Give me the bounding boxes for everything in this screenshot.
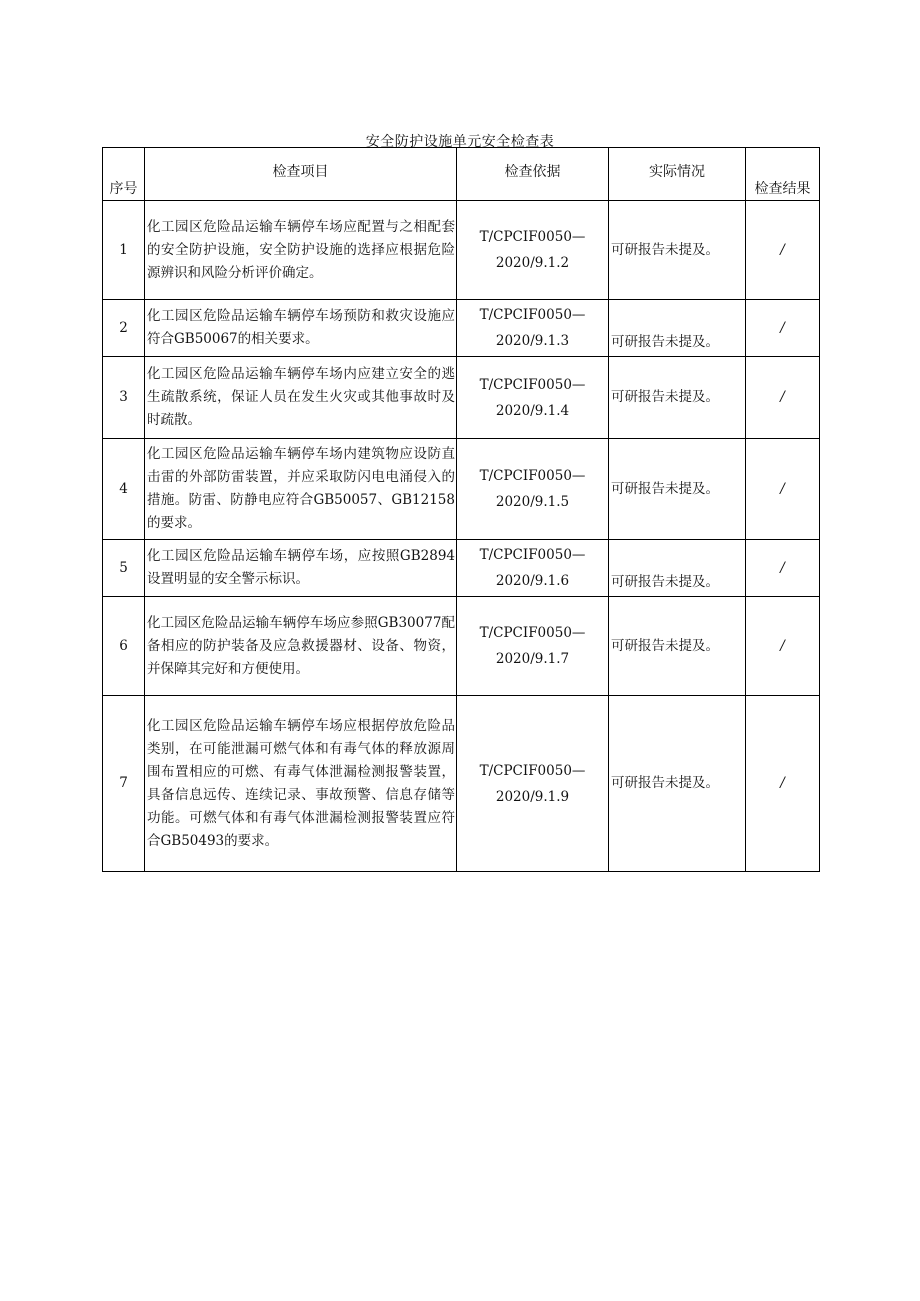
row-item: 化工园区危险品运输车辆停车场内建筑物应设防直击雷的外部防雷装置，并应采取防闪电电涌侵入的措施。防雷、防静电应符合GB50057、GB12158的要求。 (145, 439, 457, 540)
row-basis (457, 597, 609, 696)
row-seq: 2 (103, 300, 145, 357)
basis-clause: 2020/9.1.7 (495, 651, 570, 667)
header-seq: 序号 (103, 148, 145, 201)
row-basis (457, 300, 609, 357)
row-basis (457, 201, 609, 300)
row-actual: 可研报告未提及。 (609, 696, 746, 872)
row-basis (457, 540, 609, 597)
row-seq: 1 (103, 201, 145, 300)
table-row (103, 696, 820, 872)
basis-clause: 2020/9.1.9 (495, 788, 570, 805)
basis-standard: T/CPCIF0050— (479, 762, 586, 779)
row-item: 化工园区危险品运输车辆停车场预防和救灾设施应符合GB50067的相关要求。 (145, 300, 457, 357)
basis-clause: 2020/9.1.2 (495, 255, 570, 271)
safety-check-table (102, 147, 820, 872)
basis-clause: 2020/9.1.4 (495, 402, 570, 419)
row-actual: 可研报告未提及。 (609, 439, 746, 540)
row-item: 化工园区危险品运输车辆停车场应配置与之相配套的安全防护设施，安全防护设施的选择应根据危险源辨识和风险分析评价确定。 (145, 201, 457, 300)
header-basis: 检查依据 (457, 148, 609, 201)
table-row (103, 300, 820, 357)
basis-clause: 2020/9.1.5 (495, 494, 570, 510)
row-result: / (746, 597, 820, 696)
page-title: 安全防护设施单元安全检查表 (365, 134, 555, 150)
row-item: 化工园区危险品运输车辆停车场应根据停放危险品类别，在可能泄漏可燃气体和有毒气体的释放源周围布置相应的可燃、有毒气体泄漏检测报警装置，具备信息远传、连续记录、事故预警、信息存储等功能。可燃气体和有毒气体泄漏检测报警装置应符合GB50493的要求。 (145, 696, 457, 872)
basis-standard: T/CPCIF0050— (479, 229, 586, 245)
basis-standard: T/CPCIF0050— (479, 547, 586, 563)
row-seq: 6 (103, 597, 145, 696)
table-row (103, 597, 820, 696)
basis-standard: T/CPCIF0050— (479, 625, 586, 641)
row-basis (457, 696, 609, 872)
row-actual: 可研报告未提及。 (609, 300, 746, 357)
row-result: / (746, 201, 820, 300)
header-result: 检查结果 (746, 148, 820, 201)
table-row (103, 540, 820, 597)
row-actual: 可研报告未提及。 (609, 201, 746, 300)
row-result: / (746, 696, 820, 872)
row-item: 化工园区危险品运输车辆停车场内应建立安全的逃生疏散系统，保证人员在发生火灾或其他事故时及时疏散。 (145, 357, 457, 439)
row-result: / (746, 439, 820, 540)
basis-clause: 2020/9.1.6 (495, 573, 570, 589)
header-row (103, 148, 820, 201)
table-row (103, 201, 820, 300)
row-actual: 可研报告未提及。 (609, 597, 746, 696)
row-actual: 可研报告未提及。 (609, 357, 746, 439)
row-seq: 7 (103, 696, 145, 872)
table-row (103, 357, 820, 439)
basis-standard: T/CPCIF0050— (479, 307, 586, 323)
row-seq: 4 (103, 439, 145, 540)
row-result: / (746, 357, 820, 439)
row-basis (457, 357, 609, 439)
row-seq: 5 (103, 540, 145, 597)
header-actual: 实际情况 (609, 148, 746, 201)
row-result: / (746, 300, 820, 357)
basis-clause: 2020/9.1.3 (495, 333, 570, 349)
basis-standard: T/CPCIF0050— (479, 376, 586, 393)
row-seq: 3 (103, 357, 145, 439)
table-row (103, 439, 820, 540)
row-result: / (746, 540, 820, 597)
row-actual: 可研报告未提及。 (609, 540, 746, 597)
row-basis (457, 439, 609, 540)
basis-standard: T/CPCIF0050— (479, 468, 586, 484)
row-item: 化工园区危险品运输车辆停车场应参照GB30077配备相应的防护装备及应急救援器材、设备、物资，并保障其完好和方便使用。 (145, 597, 457, 696)
header-item: 检查项目 (145, 148, 457, 201)
row-item: 化工园区危险品运输车辆停车场，应按照GB2894设置明显的安全警示标识。 (145, 540, 457, 597)
